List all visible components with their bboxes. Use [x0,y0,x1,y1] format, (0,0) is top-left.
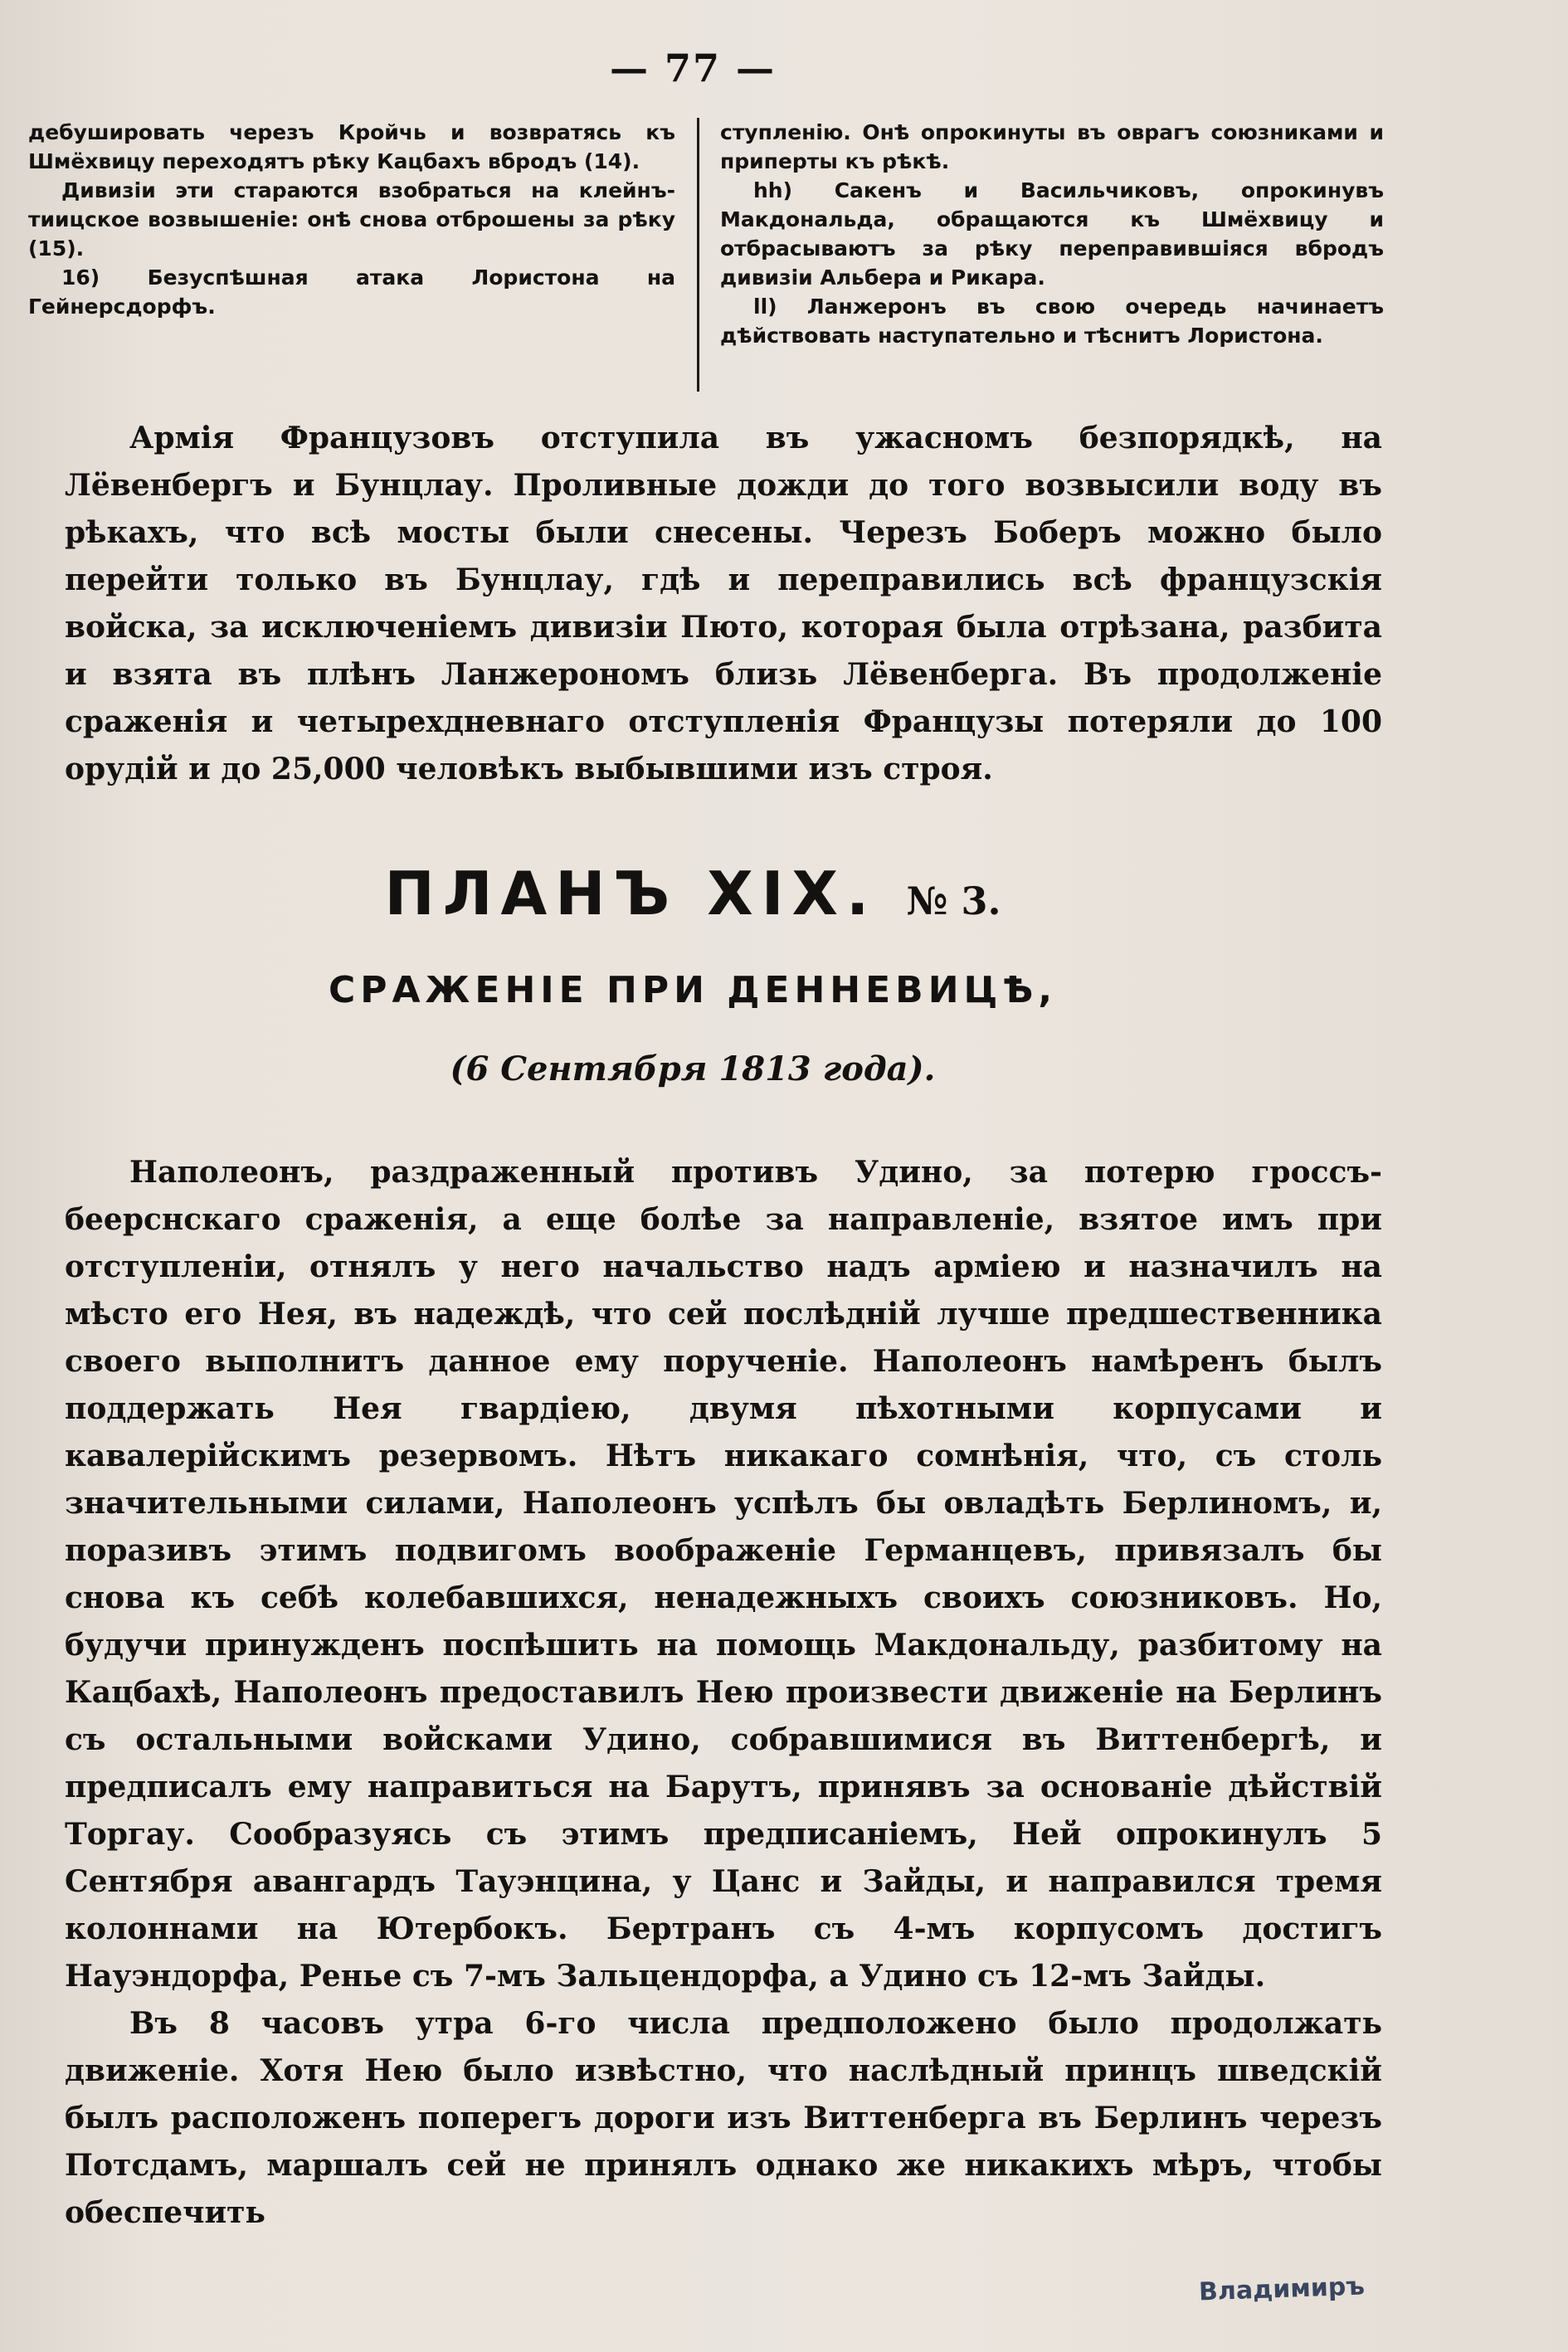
intro-paragraph-block [65,415,1382,793]
note-right-3: ll) Ланжеронъ въ свою очередь начинаетъ дѣйствовать наступательно и тѣснитъ Лористона. [720,295,1384,348]
note-left-3: 16) Безуспѣшная атака Лористона на Гейнерсдорфъ. [28,265,675,319]
plan-number: № 3. [906,879,1001,923]
body-text [65,1149,1382,2237]
page-number: — 77 — [609,46,777,90]
note-left-2: Дивизіи эти стараются взобраться на клейнъ-тиицское возвышеніе: онѣ снова отброшены за рѣку (15). [28,178,675,261]
column-divider [697,118,699,392]
plan-legend-notes [28,118,1389,392]
notes-right-column [720,118,1384,350]
body-paragraph-2: Въ 8 часовъ утра 6-го числа предположено было продолжать движеніе. Хотя Нею было извѣстно, что наслѣдный принцъ шведскій былъ расположенъ поперегъ дороги изъ Виттенберга въ Берлинъ черезъ Потсдамъ, маршалъ сей не принялъ однако же никакихъ мѣръ, чтобы обеспечить [65,2006,1382,2230]
battle-title: СРАЖЕНІЕ ПРИ ДЕННЕВИЦѢ, [328,969,1058,1011]
library-stamp: Владимиръ [1198,2272,1366,2307]
note-left-1: дебушировать черезъ Кройчь и возвратясь къ Шмёхвицу переходятъ рѣку Кацбахъ вбродъ (14). [28,120,675,173]
body-paragraph-1: Наполеонъ, раздраженный противъ Удино, за потерю гроссъ-беерснскаго сраженія, а еще болѣе за направленіе, взятое имъ при отступленіи, отнялъ у него начальство надъ арміею и назначилъ на мѣсто его Нея, въ надеждѣ, что сей послѣдній лучше предшественника своего выполнитъ данное ему порученіе. Наполеонъ намѣренъ былъ поддержать Нея гвардіею, двумя пѣхотными корпусами и кавалерійскимъ резервомъ. Нѣтъ никакаго сомнѣнія, что, съ столь значительными силами, Наполеонъ успѣлъ бы овладѣть Берлиномъ, и, поразивъ этимъ подвигомъ воображеніе Германцевъ, привязалъ бы снова къ себѣ колебавшихся, ненадежныхъ своихъ союзниковъ. Но, будучи принужденъ поспѣшить на помощь Макдональду, разбитому на Кацбахѣ, Наполеонъ предоставилъ Нею произвести движеніе на Берлинъ съ остальными войсками Удино, собравшимися въ Виттенбергѣ, и предписалъ ему направиться на Барутъ, принявъ за основаніе дѣйствій Торгау. Сообразуясь съ этимъ предписаніемъ, Ней опрокинулъ 5 Сентября авангардъ Тауэнцина, у Цанс и Зайды, и направился тремя колоннами на Ютербокъ. Бертранъ съ 4-мъ корпусомъ достигъ Науэндорфа, Ренье съ 7-мъ Зальцендорфа, а Удино съ 12-мъ Зайды. [65,1155,1382,1994]
plan-heading [0,859,1385,928]
notes-left-column [28,118,675,321]
intro-paragraph: Армія Французовъ отступила въ ужасномъ безпорядкѣ, на Лёвенбергъ и Бунцлау. Проливные дожди до того возвысили воду въ рѣкахъ, что всѣ мосты были снесены. Черезъ Боберъ можно было перейти только въ Бунцлау, гдѣ и переправились всѣ французскія войска, за исключеніемъ дивизіи Пюто, которая была отрѣзана, разбита и взята въ плѣнъ Ланжерономъ близь Лёвенберга. Въ продолженіе сраженія и четырехдневнаго отступленія Французы потеряли до 100 орудій и до 25,000 человѣкъ выбывшими изъ строя. [65,421,1382,786]
note-right-2: hh) Сакенъ и Васильчиковъ, опрокинувъ Макдональда, обращаются къ Шмёхвицу и отбрасываютъ за рѣку переправившіяся вбродъ дивизіи Альбера и Рикара. [720,178,1384,290]
battle-date: (6 Сентября 1813 года). [450,1049,936,1088]
plan-title: ПЛАНЪ XIX. [384,859,878,928]
note-right-1: ступленію. Онѣ опрокинуты въ оврагъ союзниками и приперты къ рѣкѣ. [720,120,1384,173]
